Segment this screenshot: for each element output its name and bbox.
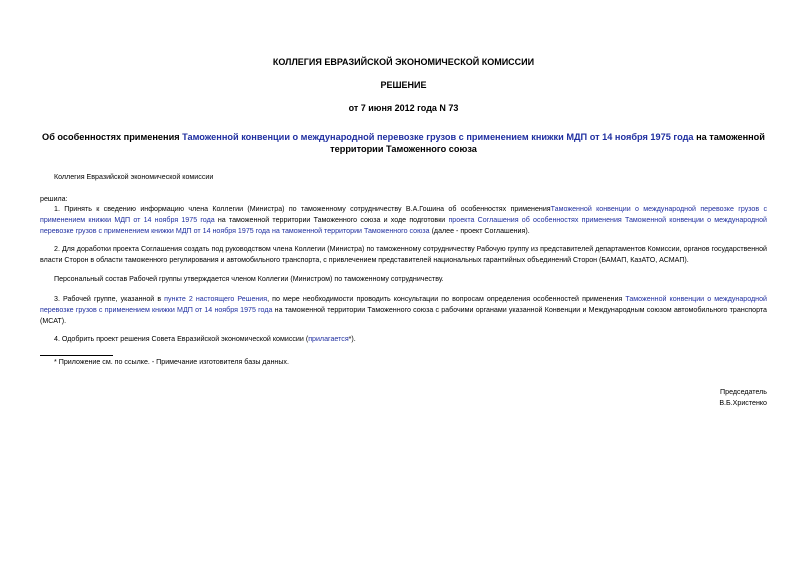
organization-heading: КОЛЛЕГИЯ ЕВРАЗИЙСКОЙ ЭКОНОМИЧЕСКОЙ КОМИССИИ (272, 57, 535, 67)
p1-draft-agreement-link[interactable]: проекта Соглашения об особенностях применения Таможенной конвенции о международной перевозке грузов с применением книжки МДП от 14 ноября 1975 года на таможенной территории Таможенного союза (40, 216, 767, 235)
paragraph-3 (40, 294, 767, 327)
title-suffix: на таможенной территории Таможенного союза (330, 132, 765, 154)
document-title (40, 131, 767, 155)
p4-text-b: *). (348, 335, 356, 343)
p3-text-c: на таможенной территории Таможенного союза с рабочими органами указанной Конвенции и Международным союзом автомобильного транспорта (МСАТ). (40, 306, 767, 325)
footnote-text: * Приложение см. по ссылке. - Примечание изготовителя базы данных. (54, 358, 289, 366)
paragraph-2b: Персональный состав Рабочей группы утверждается членом Коллегии (Министром) по таможенному сотрудничеству. (54, 275, 444, 283)
decided-text: решила: (40, 195, 68, 203)
paragraph-2: 2. Для доработки проекта Соглашения создать под руководством члена Коллегии (Министра) по таможенному сотрудничеству Рабочую группу из представителей департаментов Комиссии, органов государственной власти Сторон в области таможенного регулирования и автомобильного транспорта, с привлечением представителей национальных гарантийных объединений Сторон (БАМАП, КазАТО, АСМАП). (40, 245, 767, 264)
issuer-text: Коллегия Евразийской экономической комиссии (54, 173, 214, 181)
p1-text-b: на таможенной территории Таможенного союза и ходе подготовки (214, 216, 449, 224)
p3-text-a: 3. Рабочей группе, указанной в (54, 295, 165, 303)
p1-text-c: (далее - проект Соглашения). (429, 227, 530, 235)
footnote-divider (40, 355, 113, 356)
p1-text-a: 1. Принять к сведению информацию члена Коллегии (Министра) по таможенному сотрудничеству В.А.Гошина об особенностях применения (54, 205, 551, 213)
paragraph-1 (40, 204, 767, 237)
document-type-heading: РЕШЕНИЕ (380, 80, 427, 90)
p3-decision-item-link[interactable]: пункте 2 настоящего Решения (164, 295, 268, 303)
signature-name: В.Б.Христенко (719, 399, 767, 407)
p3-convention-link[interactable]: Таможенной конвенции о международной перевозке грузов с применением книжки МДП от 14 ноября 1975 года (40, 295, 767, 314)
date-number-heading: от 7 июня 2012 года N 73 (348, 103, 459, 113)
signature-role: Председатель (720, 388, 767, 396)
title-convention-link[interactable]: Таможенной конвенции о международной перевозке грузов с применением книжки МДП от 14 ноября 1975 года (182, 132, 694, 142)
p3-text-b: , по мере необходимости проводить консультации по вопросам определения особенностей применения (267, 295, 626, 303)
p4-text-a: 4. Одобрить проект решения Совета Евразийской экономической комиссии ( (54, 335, 309, 343)
paragraph-4 (40, 334, 767, 345)
title-prefix: Об особенностях применения (42, 132, 183, 142)
p1-convention-link[interactable]: Таможенной конвенции о международной перевозке грузов с применением книжки МДП от 14 ноября 1975 года (40, 205, 768, 224)
p4-attachment-link[interactable]: прилагается (308, 335, 349, 343)
